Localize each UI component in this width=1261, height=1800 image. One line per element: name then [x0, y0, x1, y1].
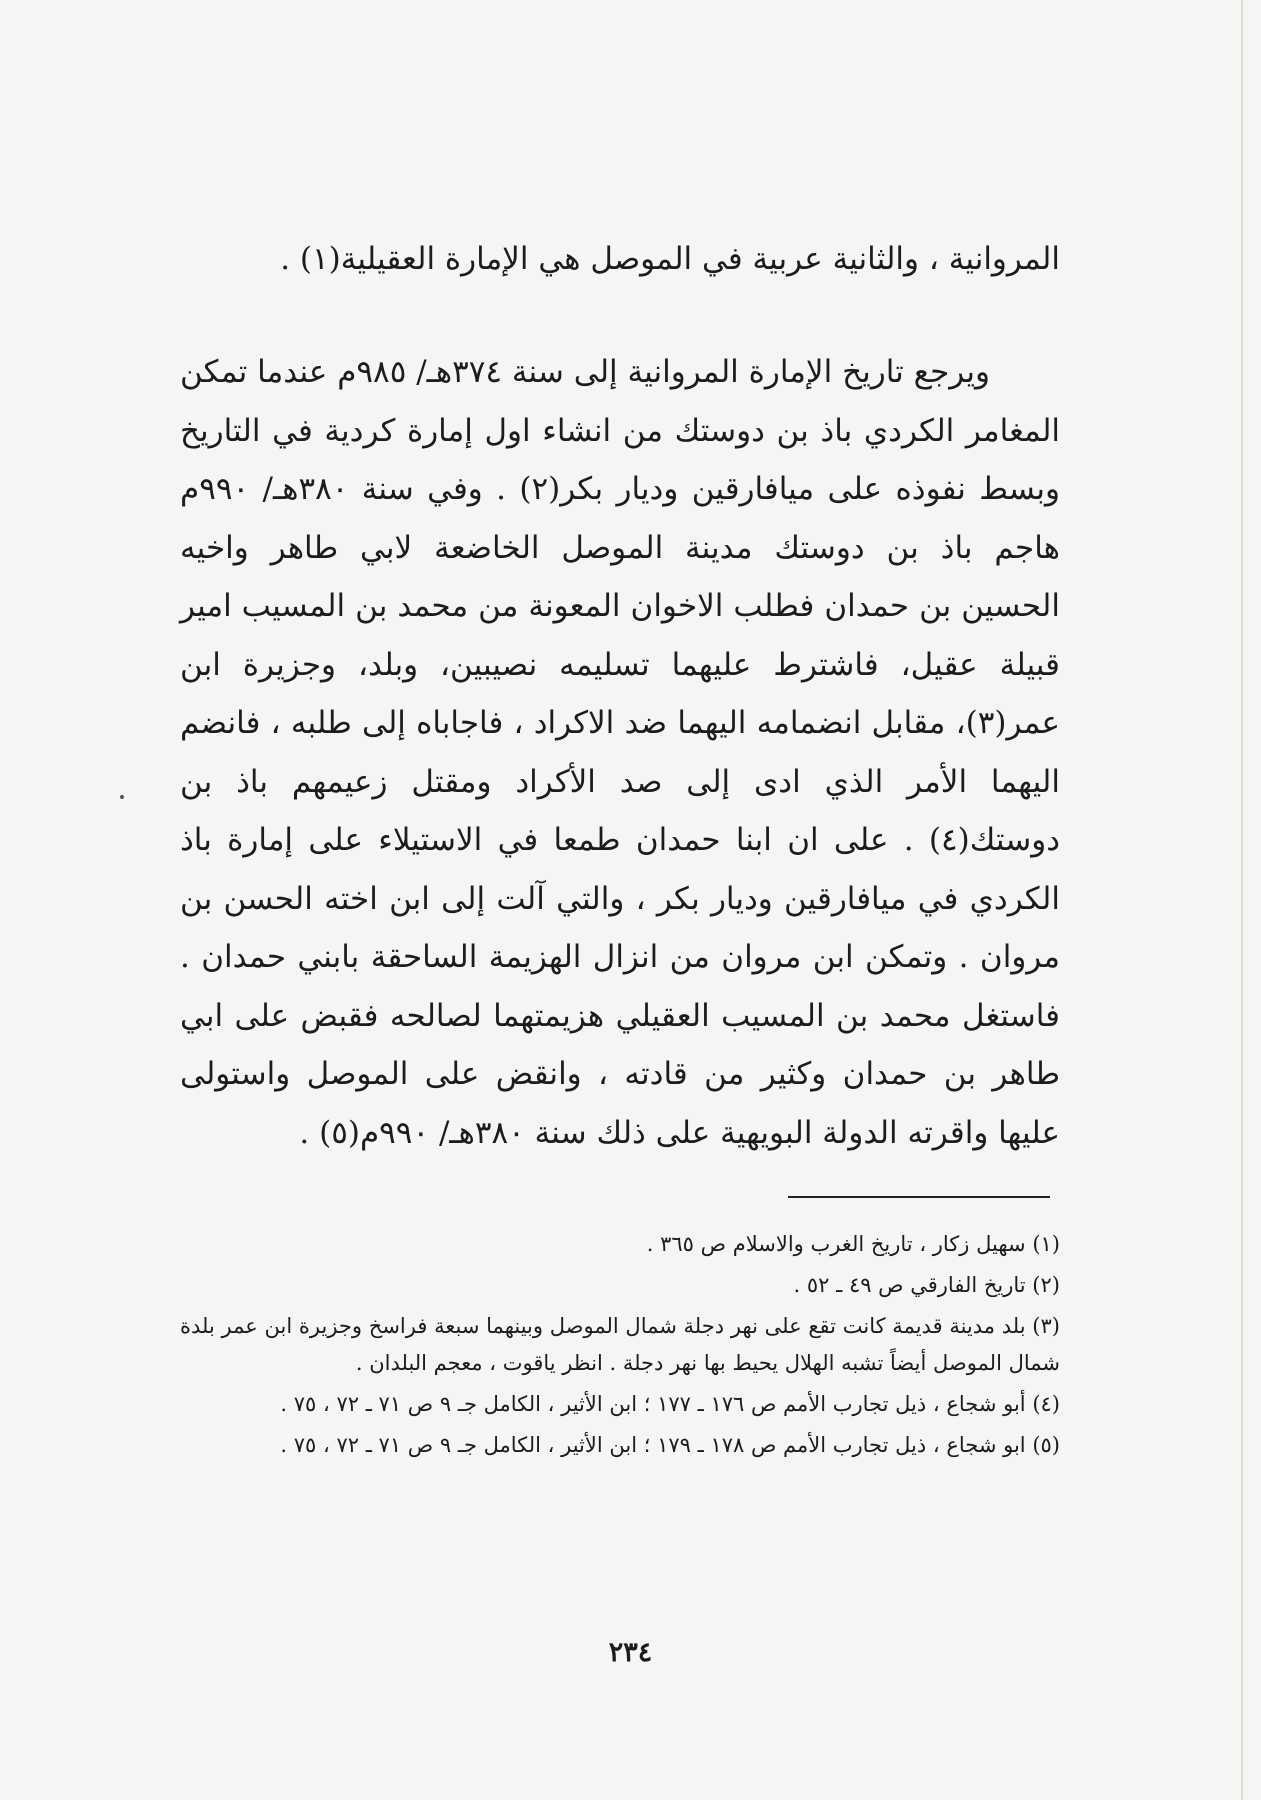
footnote-3: (٣) بلد مدينة قديمة كانت تقع على نهر دجلة شمال الموصل وبينهما سبعة فراسخ وجزيرة ابن عمر بلدة شمال الموصل أيضاً تشبه الهلال يحيط بها نهر دجلة . انظر ياقوت ، معجم البلدان .	[180, 1314, 1060, 1375]
footnote-2: (٢) تاريخ الفارقي ص ٤٩ ـ ٥٢ .	[793, 1273, 1060, 1297]
footnotes	[180, 1226, 1060, 1468]
scan-edge-line	[1241, 0, 1243, 1800]
intro-line: المروانية ، والثانية عربية في الموصل هي الإمارة العقيلية(١) .	[280, 241, 1060, 277]
footnote-1: (١) سهيل زكار ، تاريخ الغرب والاسلام ص ٣٦٥ .	[646, 1232, 1060, 1256]
footnote-5: (٥) ابو شجاع ، ذيل تجارب الأمم ص ١٧٨ ـ ١٧٩ ؛ ابن الأثير ، الكامل جـ ٩ ص ٧١ ـ ٧٢ ، ٧٥ .	[280, 1433, 1060, 1457]
scan-speck	[120, 795, 124, 799]
page-number: ٢٣٤	[608, 1637, 653, 1668]
footnote-4: (٤) أبو شجاع ، ذيل تجارب الأمم ص ١٧٦ ـ ١٧٧ ؛ ابن الأثير ، الكامل جـ ٩ ص ٧١ ـ ٧٢ ، ٧٥ .	[280, 1392, 1060, 1416]
footnote-separator	[788, 1196, 1050, 1198]
main-paragraph: ويرجع تاريخ الإمارة المروانية إلى سنة ٣٧٤هـ/ ٩٨٥م عندما تمكن المغامر الكردي باذ بن دوستك من انشاء اول إمارة كردية في التاريخ وبسط نفوذه على ميافارقين وديار بكر(٢) . وفي سنة ٣٨٠هـ/ ٩٩٠م هاجم باذ بن دوستك مدينة الموصل الخاضعة لابي طاهر واخيه الحسين بن حمدان فطلب الاخوان المعونة من محمد بن المسيب امير قبيلة عقيل، فاشترط عليهما تسليمه نصيبين، وبلد، وجزيرة ابن عمر(٣)، مقابل انضمامه اليهما ضد الاكراد ، فاجاباه إلى طلبه ، فانضم اليهما الأمر الذي ادى إلى صد الأكراد ومقتل زعيمهم باذ بن دوستك(٤) . على ان ابنا حمدان طمعا في الاستيلاء على إمارة باذ الكردي في ميافارقين وديار بكر ، والتي آلت إلى ابن اخته الحسن بن مروان . وتمكن ابن مروان من انزال الهزيمة الساحقة بابني حمدان . فاستغل محمد بن المسيب العقيلي هزيمتهما لصالحه فقبض على ابي طاهر بن حمدان وكثير من قادته ، وانقض على الموصل واستولى عليها واقرته الدولة البويهية على ذلك سنة ٣٨٠هـ/ ٩٩٠م(٥) .	[180, 354, 1060, 1151]
